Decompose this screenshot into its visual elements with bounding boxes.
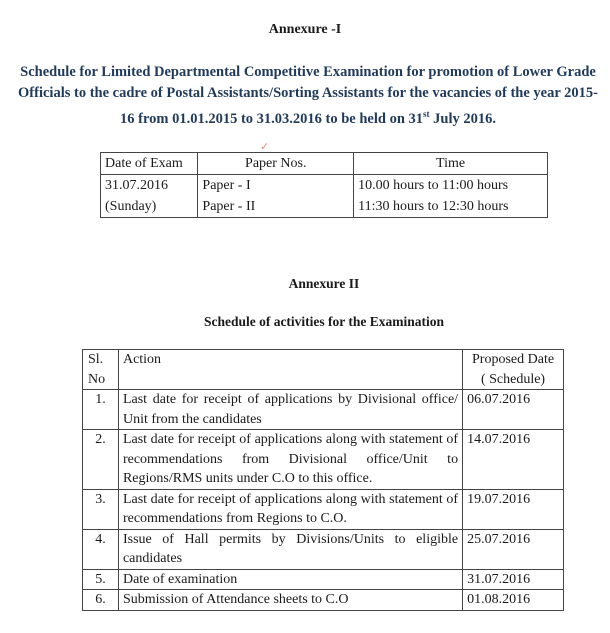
table-row xyxy=(83,430,564,490)
intro-text-end: July 2016. xyxy=(429,110,496,127)
cell-date: 06.07.2016 xyxy=(463,390,564,430)
table-row xyxy=(83,590,564,611)
table-row xyxy=(83,390,564,430)
header-time: Time xyxy=(354,153,548,175)
cell-sl: 2. xyxy=(83,430,119,490)
header-sl-line2: No xyxy=(88,371,106,387)
cell-sl: 1. xyxy=(83,390,119,430)
table-row xyxy=(83,529,564,569)
annexure1-intro xyxy=(18,62,598,130)
cell-time: 11:30 hours to 12:30 hours xyxy=(354,196,548,218)
exam-schedule-table xyxy=(100,152,548,218)
table-row xyxy=(83,489,564,529)
cell-paper: Paper - I xyxy=(198,175,354,197)
cell-action: Issue of Hall permits by Divisions/Units to eligible candidates xyxy=(118,529,462,569)
annexure2-title: Annexure II xyxy=(288,276,360,291)
header-date-line2: ( Schedule) xyxy=(480,371,546,387)
cell-sl: 3. xyxy=(83,489,119,529)
header-sl-line1: Sl. xyxy=(88,352,104,367)
table-header-row xyxy=(101,153,548,175)
cell-date: 01.08.2016 xyxy=(463,590,564,611)
cell-date: 31.07.2016 xyxy=(463,569,564,590)
cell-action: Last date for receipt of applications by Divisional office/ Unit from the candidates xyxy=(118,390,462,430)
cell-sl: 6. xyxy=(83,590,119,611)
table-row xyxy=(101,196,548,218)
annexure1-title: Annexure -I xyxy=(268,22,342,37)
header-proposed-date xyxy=(463,350,564,390)
table-row xyxy=(83,569,564,590)
intro-text: Schedule for Limited Departmental Competitive Examination for promotion of Lower Grade Officials to the cadre of Postal Assistants/Sorting Assistants for the vacancies of the year 2015-16 from 01.01.2015 to 31.03.2016 to be held on 31 xyxy=(18,64,598,127)
header-paper-nos: Paper Nos. xyxy=(198,153,354,175)
cell-date: 25.07.2016 xyxy=(463,529,564,569)
table-header-row xyxy=(83,350,564,390)
table-row xyxy=(101,175,548,197)
cell-date: 14.07.2016 xyxy=(463,430,564,490)
cell-action: Date of examination xyxy=(118,569,462,590)
activities-schedule-table xyxy=(82,349,564,611)
cell-date: 19.07.2016 xyxy=(463,489,564,529)
header-date-of-exam: Date of Exam xyxy=(101,153,198,175)
cell-paper: Paper - II xyxy=(198,196,354,218)
cell-action: Last date for receipt of applications along with statement of recommendations from Divisional office/Unit to Regions/RMS units under C.O to this office. xyxy=(118,430,462,490)
cell-action: Submission of Attendance sheets to C.O xyxy=(118,590,462,611)
cell-action: Last date for receipt of applications along with statement of recommendations from Regions to C.O. xyxy=(118,489,462,529)
cell-sl: 4. xyxy=(83,529,119,569)
check-mark-icon: ✓ xyxy=(260,140,270,153)
header-date-line1: Proposed Date xyxy=(472,352,555,367)
header-sl-no xyxy=(83,350,119,390)
cell-time: 10.00 hours to 11:00 hours xyxy=(354,175,548,197)
intro-superscript: st xyxy=(423,109,430,119)
header-action: Action xyxy=(118,350,462,390)
cell-date: (Sunday) xyxy=(101,196,198,218)
cell-date: 31.07.2016 xyxy=(101,175,198,197)
annexure2-subtitle: Schedule of activities for the Examination xyxy=(203,314,445,329)
cell-sl: 5. xyxy=(83,569,119,590)
